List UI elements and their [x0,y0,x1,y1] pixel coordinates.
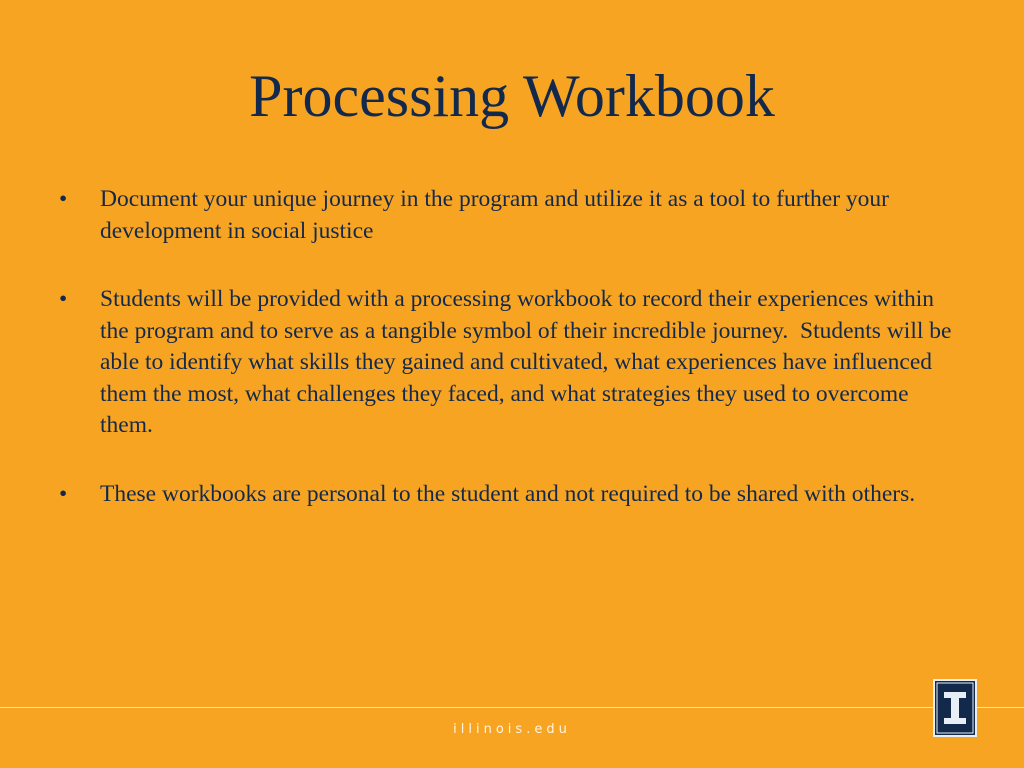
slide-title: Processing Workbook [249,63,775,129]
bullet-text: Students will be provided with a processing workbook to record their experiences within the program and to serve as a tangible symbol of their incredible journey. Students will be able to identify what skills they gained and cultivated, what experiences have influenced them the most, what challenges they faced, and what strategies they used to overcome them. [100,286,958,438]
bullet-item [0,184,1024,247]
footer-divider [0,707,1024,708]
bullet-item [0,479,1024,511]
bullet-list [0,184,1024,547]
bullet-marker: • [59,286,68,312]
bullet-text: These workbooks are personal to the student and not required to be shared with others. [100,480,916,507]
bullet-item [0,284,1024,442]
bullet-marker: • [59,186,68,212]
illinois-block-i-icon [935,681,975,735]
bullet-marker: • [59,480,68,507]
bullet-text: Document your unique journey in the program and utilize it as a tool to further your development in social justice [100,186,890,244]
illinois-logo [933,679,977,737]
footer-site-label: illinois.edu [453,722,571,737]
